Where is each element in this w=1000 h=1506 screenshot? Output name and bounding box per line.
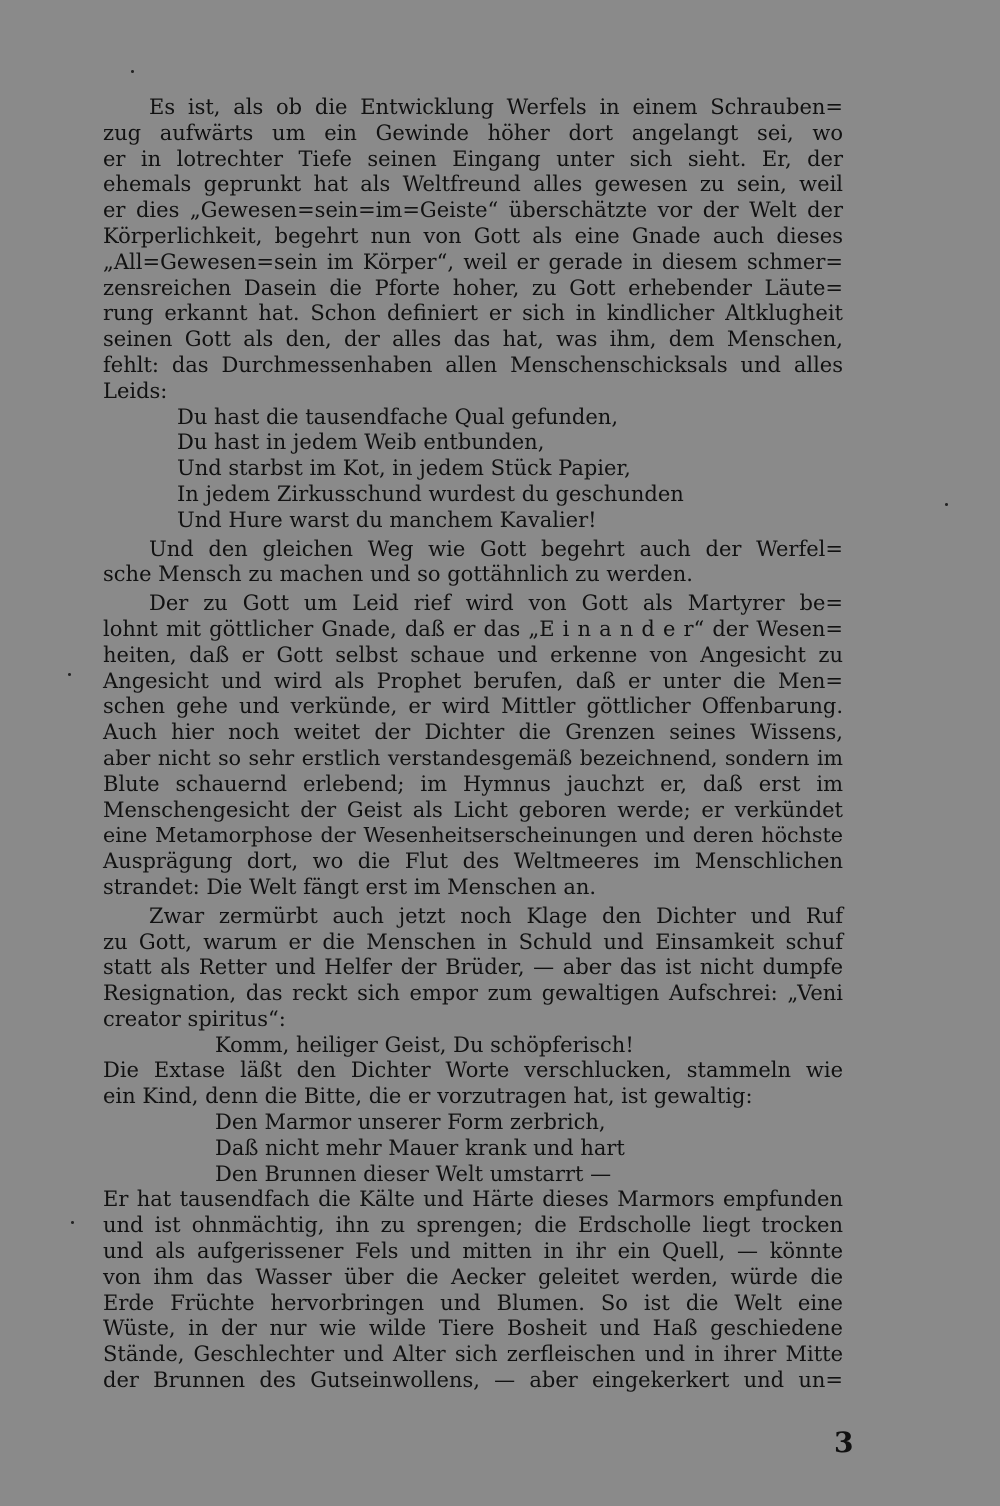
text-line: Die Extase läßt den Dichter Worte verschlucken, stammeln wie [103, 1058, 843, 1083]
text-line: Angesicht und wird als Prophet berufen, daß er unter die Men= [103, 668, 843, 693]
text-line: zensreichen Dasein die Pforte hoher, zu Gott erhebender Läute= [103, 275, 843, 300]
verse-line: Daß nicht mehr Mauer krank und hart [215, 1135, 625, 1160]
verse-line: In jedem Zirkusschund wurdest du geschunden [177, 481, 684, 506]
text-line: lohnt mit göttlicher Gnade, daß er das „E i n a n d e r“ der Wesen= [103, 616, 843, 641]
text-line: Und den gleichen Weg wie Gott begehrt auch der Werfel= [149, 536, 843, 561]
text-line: zu Gott, warum er die Menschen in Schuld und Einsamkeit schuf [103, 929, 843, 954]
text-line: und als aufgerissener Fels und mitten in ihr ein Quell, — könnte [103, 1239, 843, 1264]
text-line: Blute schauernd erlebend; im Hymnus jauchzt er, daß erst im [103, 771, 843, 796]
verse-line: Du hast die tausendfache Qual gefunden, [177, 404, 618, 429]
text-line: Leids: [103, 378, 168, 403]
verse-line: Den Marmor unserer Form zerbrich, [215, 1110, 606, 1135]
text-line: sche Mensch zu machen und so gottähnlich zu werden. [103, 562, 693, 587]
text-line: strandet: Die Welt fängt erst im Menschen an. [103, 874, 597, 899]
text-line: Resignation, das reckt sich empor zum gewaltigen Aufschrei: „Veni [103, 981, 843, 1006]
text-line: aber nicht so sehr erstlich verstandesgemäß bezeichnend, sondern im [103, 745, 843, 770]
text-line: Auch hier noch weitet der Dichter die Grenzen seines Wissens, [103, 720, 843, 745]
text-line: Der zu Gott um Leid rief wird von Gott als Martyrer be= [149, 591, 843, 616]
verse-line: Den Brunnen dieser Welt umstarrt — [215, 1161, 612, 1186]
text-line: und ist ohnmächtig, ihn zu sprengen; die Erdscholle liegt trocken [103, 1213, 843, 1238]
text-line: Wüste, in der nur wie wilde Tiere Bosheit und Haß geschiedene [103, 1316, 843, 1341]
ink-speck [945, 503, 948, 506]
text-line: ehemals geprunkt hat als Weltfreund alles gewesen zu sein, weil [103, 172, 843, 197]
verse-line: Du hast in jedem Weib entbunden, [177, 430, 545, 455]
text-line: Ausprägung dort, wo die Flut des Weltmeeres im Menschlichen [103, 849, 843, 874]
text-line: Stände, Geschlechter und Alter sich zerfleischen und in ihrer Mitte [103, 1342, 843, 1367]
ink-speck [68, 673, 71, 676]
text-line: seinen Gott als den, der alles das hat, was ihm, dem Menschen, [103, 327, 843, 352]
text-line: zug aufwärts um ein Gewinde höher dort angelangt sei, wo [103, 120, 843, 145]
ink-speck [131, 70, 134, 73]
text-line: Menschengesicht der Geist als Licht geboren werde; er verkündet [103, 797, 843, 822]
text-line: „All=Gewesen=sein im Körper“, weil er gerade in diesem schmer= [103, 249, 843, 274]
text-line: heiten, daß er Gott selbst schaue und erkenne von Angesicht zu [103, 642, 843, 667]
text-line: schen gehe und verkünde, er wird Mittler göttlicher Offenbarung. [103, 694, 843, 719]
text-line: Zwar zermürbt auch jetzt noch Klage den Dichter und Ruf [149, 903, 843, 928]
verse-line: Und starbst im Kot, in jedem Stück Papier, [177, 456, 631, 481]
body-text [103, 95, 843, 1394]
verse-line: Und Hure warst du manchem Kavalier! [177, 507, 597, 532]
text-line: er dies „Gewesen=sein=im=Geiste“ überschätzte vor der Welt der [103, 198, 843, 223]
text-line: ein Kind, denn die Bitte, die er vorzutragen hat, ist gewaltig: [103, 1084, 753, 1109]
text-line: von ihm das Wasser über die Aecker geleitet werden, würde die [103, 1264, 843, 1289]
page-number: 3 [834, 1426, 854, 1459]
text-line: creator spiritus“: [103, 1006, 286, 1031]
text-line: fehlt: das Durchmessenhaben allen Menschenschicksals und alles [103, 352, 843, 377]
text-line: Es ist, als ob die Entwicklung Werfels in einem Schrauben= [149, 95, 843, 119]
text-line: Erde Früchte hervorbringen und Blumen. So ist die Welt eine [103, 1290, 843, 1315]
text-line: rung erkannt hat. Schon definiert er sich in kindlicher Altklugheit [103, 301, 843, 326]
text-line: statt als Retter und Helfer der Brüder, — aber das ist nicht dumpfe [103, 955, 843, 980]
text-line: eine Metamorphose der Wesenheitserscheinungen und deren höchste [103, 823, 843, 848]
text-line: der Brunnen des Gutseinwollens, — aber eingekerkert und un= [103, 1368, 843, 1393]
text-line: er in lotrechter Tiefe seinen Eingang unter sich sieht. Er, der [103, 146, 843, 171]
text-line: Körperlichkeit, begehrt nun von Gott als eine Gnade auch dieses [103, 223, 843, 248]
text-line: Er hat tausendfach die Kälte und Härte dieses Marmors empfunden [103, 1187, 843, 1212]
verse-line: Komm, heiliger Geist, Du schöpferisch! [215, 1032, 634, 1057]
ink-speck [71, 1221, 74, 1224]
